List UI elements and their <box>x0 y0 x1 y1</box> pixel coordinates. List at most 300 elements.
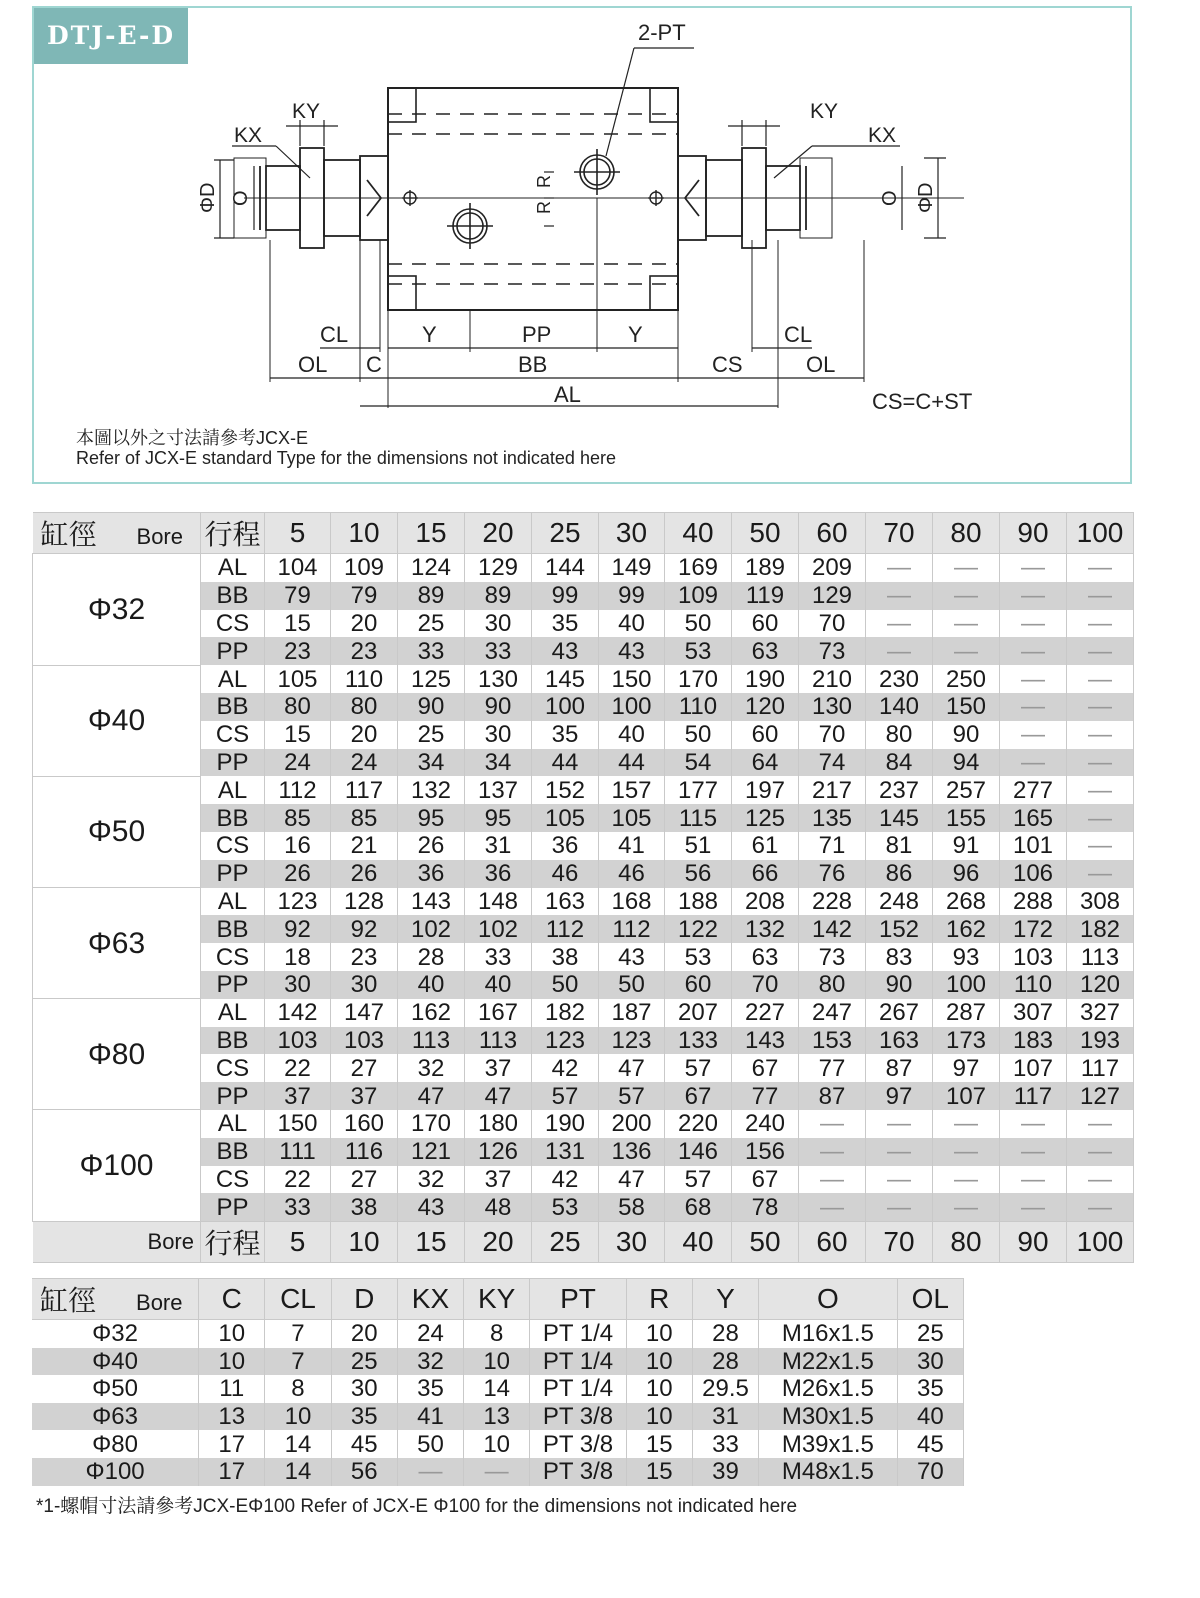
value-cell: M30x1.5 <box>759 1403 898 1431</box>
value-cell: — <box>1000 1138 1067 1166</box>
value-cell: — <box>1000 582 1067 610</box>
value-cell: 70 <box>799 721 866 749</box>
kx-label-left: KX <box>234 124 263 147</box>
param-cell: PP <box>201 749 265 777</box>
value-cell: 101 <box>1000 832 1067 860</box>
value-cell: M39x1.5 <box>759 1430 898 1458</box>
value-cell: — <box>1067 832 1134 860</box>
value-cell: 71 <box>799 832 866 860</box>
value-cell: 15 <box>626 1430 692 1458</box>
value-cell: 120 <box>732 693 799 721</box>
param-cell: CS <box>201 1166 265 1194</box>
value-cell: 33 <box>465 943 532 971</box>
bore-cell: Φ80 <box>33 999 201 1110</box>
value-cell: 35 <box>532 721 599 749</box>
value-cell: 142 <box>265 999 331 1027</box>
value-cell: 173 <box>933 1027 1000 1055</box>
model-tag: DTJ-E-D <box>34 8 188 64</box>
bore-header: 缸徑 Bore <box>33 513 201 554</box>
value-cell: M16x1.5 <box>759 1320 898 1348</box>
value-cell: 193 <box>1067 1027 1134 1055</box>
value-cell: 46 <box>532 860 599 888</box>
value-cell: — <box>1067 860 1134 888</box>
value-cell: 47 <box>599 1054 665 1082</box>
value-cell: 208 <box>732 888 799 916</box>
ol-label-right: OL <box>806 352 836 377</box>
dims-col-header: KY <box>464 1279 530 1320</box>
value-cell: 117 <box>331 776 398 804</box>
value-cell: 47 <box>599 1166 665 1194</box>
value-cell: 100 <box>599 693 665 721</box>
param-cell: AL <box>201 554 265 582</box>
value-cell: 136 <box>599 1138 665 1166</box>
value-cell: 87 <box>866 1054 933 1082</box>
dims-col-header: PT <box>530 1279 626 1320</box>
bore-cell: Φ32 <box>32 1320 199 1348</box>
value-cell: 228 <box>799 888 866 916</box>
value-cell: 73 <box>799 637 866 665</box>
pt-leader <box>606 48 634 156</box>
value-cell: 172 <box>1000 915 1067 943</box>
value-cell: 15 <box>265 610 331 638</box>
o-label-right: O <box>879 190 901 206</box>
value-cell: — <box>1000 1193 1067 1221</box>
value-cell: 157 <box>599 776 665 804</box>
bore-cell: Φ63 <box>32 1403 199 1431</box>
value-cell: 92 <box>331 915 398 943</box>
param-cell: PP <box>201 637 265 665</box>
value-cell: 50 <box>665 610 732 638</box>
pt-label: 2-PT <box>638 20 686 45</box>
value-cell: 23 <box>265 637 331 665</box>
value-cell: — <box>1067 721 1134 749</box>
value-cell: 29.5 <box>692 1375 758 1403</box>
value-cell: 87 <box>799 1082 866 1110</box>
value-cell: 102 <box>465 915 532 943</box>
value-cell: 110 <box>665 693 732 721</box>
value-cell: 20 <box>331 1320 397 1348</box>
value-cell: 308 <box>1067 888 1134 916</box>
table-row <box>33 888 1134 916</box>
value-cell: 74 <box>799 749 866 777</box>
value-cell: 79 <box>265 582 331 610</box>
value-cell: 40 <box>897 1403 963 1431</box>
value-cell: 43 <box>532 637 599 665</box>
value-cell: 80 <box>799 971 866 999</box>
value-cell: 77 <box>732 1082 799 1110</box>
value-cell: 155 <box>933 804 1000 832</box>
table-row <box>32 1320 964 1348</box>
value-cell: — <box>1067 749 1134 777</box>
value-cell: 34 <box>465 749 532 777</box>
value-cell: 106 <box>1000 860 1067 888</box>
value-cell: 60 <box>665 971 732 999</box>
value-cell: — <box>933 1110 1000 1138</box>
value-cell: 10 <box>626 1320 692 1348</box>
dims-col-header: KX <box>397 1279 463 1320</box>
value-cell: 23 <box>331 943 398 971</box>
value-cell: 162 <box>933 915 1000 943</box>
stroke-col-header: 5 <box>265 513 331 554</box>
value-cell: 57 <box>532 1082 599 1110</box>
value-cell: 170 <box>665 665 732 693</box>
param-cell: CS <box>201 1054 265 1082</box>
value-cell: 143 <box>732 1027 799 1055</box>
value-cell: 165 <box>1000 804 1067 832</box>
value-cell: — <box>1067 804 1134 832</box>
value-cell: 35 <box>331 1403 397 1431</box>
value-cell: PT 1/4 <box>530 1348 626 1376</box>
value-cell: — <box>1067 776 1134 804</box>
port-circles <box>447 149 620 249</box>
value-cell: 123 <box>599 1027 665 1055</box>
value-cell: — <box>933 554 1000 582</box>
param-cell: CS <box>201 610 265 638</box>
value-cell: 10 <box>265 1403 331 1431</box>
stroke-col-footer: 15 <box>398 1222 465 1263</box>
stroke-col-header: 20 <box>465 513 532 554</box>
value-cell: 57 <box>599 1082 665 1110</box>
stroke-col-footer: 25 <box>532 1222 599 1263</box>
value-cell: 145 <box>866 804 933 832</box>
dims-col-header: Y <box>692 1279 758 1320</box>
value-cell: 14 <box>265 1458 331 1486</box>
value-cell: M22x1.5 <box>759 1348 898 1376</box>
value-cell: 38 <box>532 943 599 971</box>
value-cell: — <box>1000 749 1067 777</box>
stroke-dimension-table <box>32 512 1134 1263</box>
param-cell: AL <box>201 999 265 1027</box>
dims-col-header: CL <box>265 1279 331 1320</box>
value-cell: 103 <box>265 1027 331 1055</box>
value-cell: — <box>1067 582 1134 610</box>
value-cell: 169 <box>665 554 732 582</box>
value-cell: 197 <box>732 776 799 804</box>
value-cell: 21 <box>331 832 398 860</box>
value-cell: 43 <box>599 943 665 971</box>
value-cell: — <box>866 1193 933 1221</box>
value-cell: 130 <box>799 693 866 721</box>
value-cell: 70 <box>897 1458 963 1486</box>
table-row <box>33 554 1134 582</box>
value-cell: 250 <box>933 665 1000 693</box>
value-cell: 100 <box>933 971 1000 999</box>
phi-d-label-right: ΦD <box>915 182 937 213</box>
value-cell: 97 <box>866 1082 933 1110</box>
value-cell: 56 <box>665 860 732 888</box>
value-cell: 80 <box>331 693 398 721</box>
value-cell: 57 <box>665 1054 732 1082</box>
value-cell: 107 <box>1000 1054 1067 1082</box>
value-cell: 100 <box>532 693 599 721</box>
value-cell: 24 <box>331 749 398 777</box>
dims-col-header: O <box>759 1279 898 1320</box>
value-cell: 32 <box>398 1054 465 1082</box>
table-row <box>32 1430 964 1458</box>
value-cell: 111 <box>265 1138 331 1166</box>
value-cell: 117 <box>1000 1082 1067 1110</box>
value-cell: — <box>1000 721 1067 749</box>
value-cell: 230 <box>866 665 933 693</box>
value-cell: — <box>1067 1193 1134 1221</box>
cs-label: CS <box>712 352 743 377</box>
value-cell: 45 <box>897 1430 963 1458</box>
param-cell: AL <box>201 1110 265 1138</box>
value-cell: 43 <box>398 1193 465 1221</box>
value-cell: 180 <box>465 1110 532 1138</box>
value-cell: 33 <box>398 637 465 665</box>
value-cell: 103 <box>1000 943 1067 971</box>
value-cell: 85 <box>265 804 331 832</box>
stroke-col-header: 60 <box>799 513 866 554</box>
value-cell: 35 <box>397 1375 463 1403</box>
stroke-col-header: 80 <box>933 513 1000 554</box>
value-cell: 129 <box>799 582 866 610</box>
value-cell: 84 <box>866 749 933 777</box>
y-label-right: Y <box>628 322 643 347</box>
value-cell: — <box>1067 693 1134 721</box>
value-cell: 63 <box>732 637 799 665</box>
value-cell: 209 <box>799 554 866 582</box>
stroke-col-footer: 70 <box>866 1222 933 1263</box>
value-cell: — <box>933 1138 1000 1166</box>
value-cell: 67 <box>665 1082 732 1110</box>
table-row <box>32 1458 964 1486</box>
value-cell: 126 <box>465 1138 532 1166</box>
table-row <box>32 1403 964 1431</box>
value-cell: 37 <box>331 1082 398 1110</box>
stroke-col-header: 30 <box>599 513 665 554</box>
value-cell: 22 <box>265 1166 331 1194</box>
param-cell: BB <box>201 582 265 610</box>
value-cell: 70 <box>732 971 799 999</box>
value-cell: 96 <box>933 860 1000 888</box>
value-cell: 39 <box>692 1458 758 1486</box>
value-cell: 30 <box>265 971 331 999</box>
value-cell: — <box>1000 1110 1067 1138</box>
bore-cell: Φ100 <box>32 1458 199 1486</box>
value-cell: 37 <box>265 1082 331 1110</box>
value-cell: 107 <box>933 1082 1000 1110</box>
value-cell: 8 <box>464 1320 530 1348</box>
value-cell: — <box>1000 554 1067 582</box>
param-cell: PP <box>201 860 265 888</box>
value-cell: — <box>799 1166 866 1194</box>
value-cell: 42 <box>532 1166 599 1194</box>
value-cell: 45 <box>331 1430 397 1458</box>
value-cell: 25 <box>398 610 465 638</box>
param-cell: AL <box>201 665 265 693</box>
value-cell: 24 <box>397 1320 463 1348</box>
value-cell: 41 <box>397 1403 463 1431</box>
param-cell: BB <box>201 804 265 832</box>
table-row <box>32 1375 964 1403</box>
bb-label: BB <box>518 352 548 377</box>
value-cell: 129 <box>465 554 532 582</box>
value-cell: 140 <box>866 693 933 721</box>
value-cell: 44 <box>599 749 665 777</box>
value-cell: 287 <box>933 999 1000 1027</box>
stroke-col-header: 10 <box>331 513 398 554</box>
param-cell: PP <box>201 1082 265 1110</box>
value-cell: 8 <box>265 1375 331 1403</box>
value-cell: 47 <box>465 1082 532 1110</box>
value-cell: 307 <box>1000 999 1067 1027</box>
value-cell: 187 <box>599 999 665 1027</box>
value-cell: 43 <box>599 637 665 665</box>
value-cell: 68 <box>665 1193 732 1221</box>
value-cell: 123 <box>532 1027 599 1055</box>
stroke-col-footer: 90 <box>1000 1222 1067 1263</box>
value-cell: M26x1.5 <box>759 1375 898 1403</box>
value-cell: — <box>1067 610 1134 638</box>
value-cell: — <box>933 582 1000 610</box>
dims-header-row <box>32 1279 964 1320</box>
value-cell: 78 <box>732 1193 799 1221</box>
pp-label: PP <box>522 322 552 347</box>
value-cell: 288 <box>1000 888 1067 916</box>
value-cell: 79 <box>331 582 398 610</box>
stroke-col-footer: 5 <box>265 1222 331 1263</box>
value-cell: 149 <box>599 554 665 582</box>
value-cell: 35 <box>532 610 599 638</box>
param-cell: BB <box>201 1027 265 1055</box>
value-cell: 94 <box>933 749 1000 777</box>
value-cell: 44 <box>532 749 599 777</box>
value-cell: 237 <box>866 776 933 804</box>
note-chinese: 本圖以外之寸法請參考JCX-E <box>76 428 309 448</box>
value-cell: 33 <box>465 637 532 665</box>
value-cell: — <box>799 1138 866 1166</box>
value-cell: 67 <box>732 1166 799 1194</box>
stroke-col-header: 40 <box>665 513 732 554</box>
value-cell: 25 <box>897 1320 963 1348</box>
value-cell: 77 <box>799 1054 866 1082</box>
param-cell: AL <box>201 888 265 916</box>
value-cell: — <box>866 1166 933 1194</box>
value-cell: 150 <box>599 665 665 693</box>
stroke-col-footer: 40 <box>665 1222 732 1263</box>
value-cell: 89 <box>398 582 465 610</box>
value-cell: 10 <box>464 1348 530 1376</box>
stroke-col-footer: 30 <box>599 1222 665 1263</box>
value-cell: 119 <box>732 582 799 610</box>
value-cell: 31 <box>465 832 532 860</box>
bore-cell: Φ100 <box>33 1110 201 1222</box>
stroke-col-header: 70 <box>866 513 933 554</box>
value-cell: 53 <box>665 637 732 665</box>
value-cell: — <box>1000 637 1067 665</box>
stroke-col-header: 50 <box>732 513 799 554</box>
value-cell: 73 <box>799 943 866 971</box>
bore-cell: Φ80 <box>32 1430 199 1458</box>
bore-cell: Φ32 <box>33 554 201 666</box>
value-cell: 70 <box>799 610 866 638</box>
value-cell: — <box>866 637 933 665</box>
value-cell: 240 <box>732 1110 799 1138</box>
value-cell: 150 <box>265 1110 331 1138</box>
value-cell: 90 <box>465 693 532 721</box>
value-cell: — <box>1000 693 1067 721</box>
note-english: Refer of JCX-E standard Type for the dimensions not indicated here <box>76 448 616 468</box>
value-cell: 11 <box>199 1375 265 1403</box>
value-cell: 183 <box>1000 1027 1067 1055</box>
value-cell: 28 <box>398 943 465 971</box>
stroke-col-footer: 60 <box>799 1222 866 1263</box>
param-cell: PP <box>201 1193 265 1221</box>
value-cell: 64 <box>732 749 799 777</box>
value-cell: — <box>1067 554 1134 582</box>
fixed-dimension-table <box>32 1278 964 1486</box>
value-cell: 56 <box>331 1458 397 1486</box>
value-cell: 26 <box>398 832 465 860</box>
value-cell: 105 <box>599 804 665 832</box>
value-cell: 53 <box>532 1193 599 1221</box>
value-cell: 46 <box>599 860 665 888</box>
stroke-col-header: 25 <box>532 513 599 554</box>
o-label-left: O <box>230 190 252 206</box>
value-cell: 182 <box>532 999 599 1027</box>
ol-label-left: OL <box>298 352 328 377</box>
value-cell: 50 <box>532 971 599 999</box>
kx-label-right: KX <box>868 124 897 147</box>
value-cell: 30 <box>331 971 398 999</box>
value-cell: 67 <box>732 1054 799 1082</box>
value-cell: 132 <box>732 915 799 943</box>
value-cell: — <box>866 1110 933 1138</box>
value-cell: 210 <box>799 665 866 693</box>
value-cell: 51 <box>665 832 732 860</box>
value-cell: 327 <box>1067 999 1134 1027</box>
value-cell: 182 <box>1067 915 1134 943</box>
value-cell: 127 <box>1067 1082 1134 1110</box>
value-cell: 28 <box>692 1320 758 1348</box>
value-cell: 124 <box>398 554 465 582</box>
value-cell: — <box>866 1138 933 1166</box>
value-cell: 81 <box>866 832 933 860</box>
value-cell: 220 <box>665 1110 732 1138</box>
value-cell: PT 3/8 <box>530 1403 626 1431</box>
value-cell: 30 <box>897 1348 963 1376</box>
value-cell: 66 <box>732 860 799 888</box>
value-cell: 41 <box>599 832 665 860</box>
stroke-header: 行程 <box>201 513 265 554</box>
phi-d-label-left: ΦD <box>197 182 219 213</box>
value-cell: 93 <box>933 943 1000 971</box>
stroke-col-header: 15 <box>398 513 465 554</box>
value-cell: 23 <box>331 637 398 665</box>
value-cell: 80 <box>866 721 933 749</box>
stroke-footer-row <box>33 1222 1134 1263</box>
value-cell: — <box>1067 1138 1134 1166</box>
value-cell: 125 <box>732 804 799 832</box>
value-cell: PT 3/8 <box>530 1430 626 1458</box>
value-cell: 143 <box>398 888 465 916</box>
value-cell: 90 <box>933 721 1000 749</box>
tie-rod-hidden-lines <box>388 114 678 284</box>
stroke-col-footer: 80 <box>933 1222 1000 1263</box>
value-cell: 90 <box>866 971 933 999</box>
dims-col-header: OL <box>897 1279 963 1320</box>
stroke-col-footer: 100 <box>1067 1222 1134 1263</box>
value-cell: 32 <box>398 1166 465 1194</box>
param-cell: PP <box>201 971 265 999</box>
y-label-left: Y <box>422 322 437 347</box>
value-cell: 120 <box>1067 971 1134 999</box>
c-label: C <box>366 352 382 377</box>
value-cell: 95 <box>398 804 465 832</box>
value-cell: 190 <box>532 1110 599 1138</box>
